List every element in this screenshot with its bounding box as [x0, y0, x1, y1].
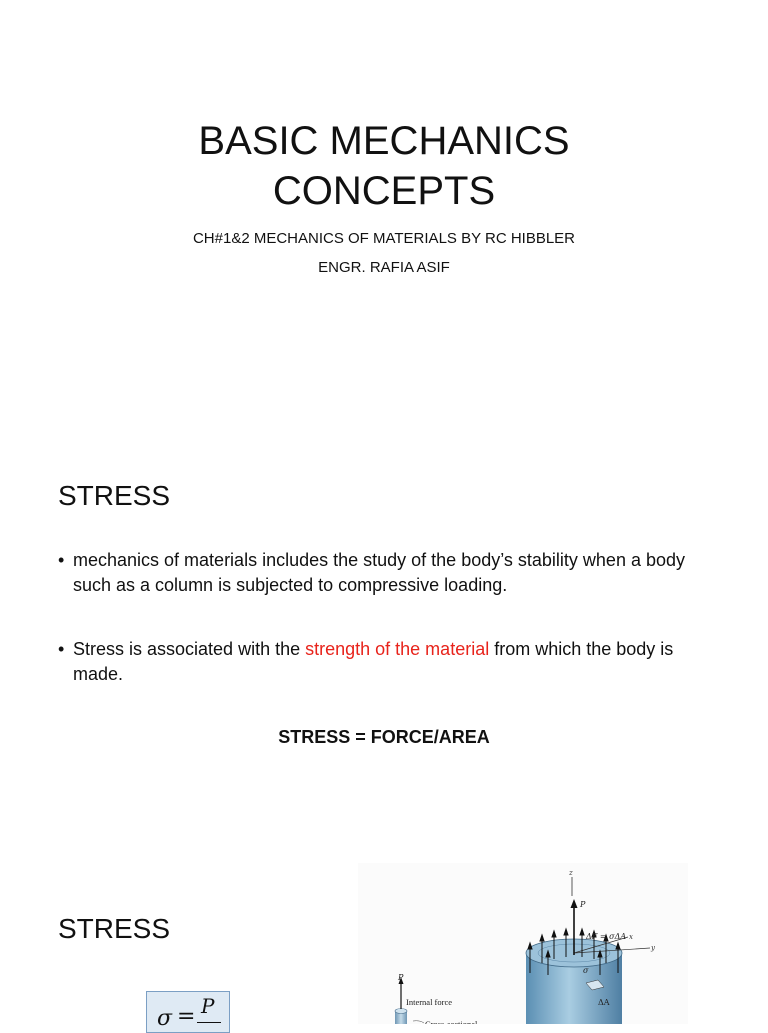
slide-title-line1: BASIC MECHANICS [198, 119, 570, 163]
bullet-item [56, 637, 726, 687]
slide-subtitle-author: ENGR. RAFIA ASIF [318, 259, 450, 276]
equation-equals: = [177, 1004, 196, 1029]
force-label-left: P [398, 973, 404, 982]
x-axis-label: x [629, 933, 633, 941]
resultant-arrow-head [571, 899, 578, 908]
cross-sectional-label: Cross-sectional [425, 1019, 478, 1024]
slide-title [0, 116, 768, 216]
bullet-text: mechanics of materials includes the study of the body’s stability when a body such as a column is subjected to compressive loading. [73, 550, 685, 595]
slide-title-line2: CONCEPTS [272, 169, 496, 213]
delta-f-label: ΔF = σΔA [586, 932, 627, 941]
stress-formula: STRESS = FORCE/AREA [278, 727, 490, 747]
fraction-bar [197, 1022, 221, 1023]
slide-subtitle-book: CH#1&2 MECHANICS OF MATERIALS BY RC HIBBLER [192, 230, 576, 247]
highlighted-text: strength of the material [305, 639, 490, 659]
stress-diagram-figure [358, 863, 688, 1024]
equation-numerator: P [201, 994, 215, 1018]
stress-diagram [358, 863, 688, 1024]
bullet-text-start: Stress is associated with the [73, 639, 306, 659]
bullet-item [56, 548, 726, 598]
leader-line [413, 1021, 424, 1023]
stress-equation-box [146, 991, 230, 1033]
resultant-force-label: P [580, 900, 586, 909]
y-axis-label: y [651, 944, 655, 952]
delta-a-label: ΔA [598, 998, 610, 1007]
bullet-list [56, 548, 726, 726]
equation-sigma: σ [157, 1006, 173, 1031]
bullet-text-end: from which the body is made. [73, 639, 674, 684]
z-axis-label: z [569, 869, 573, 877]
stress-heading-2: STRESS [58, 913, 171, 944]
internal-force-label: Internal force [406, 997, 453, 1007]
sigma-label: σ [583, 966, 589, 975]
stress-figure-slide [0, 860, 768, 1031]
title-slide [0, 0, 768, 410]
stress-heading: STRESS [58, 480, 171, 511]
stress-slide [0, 455, 768, 835]
rod-top [395, 1009, 407, 1014]
